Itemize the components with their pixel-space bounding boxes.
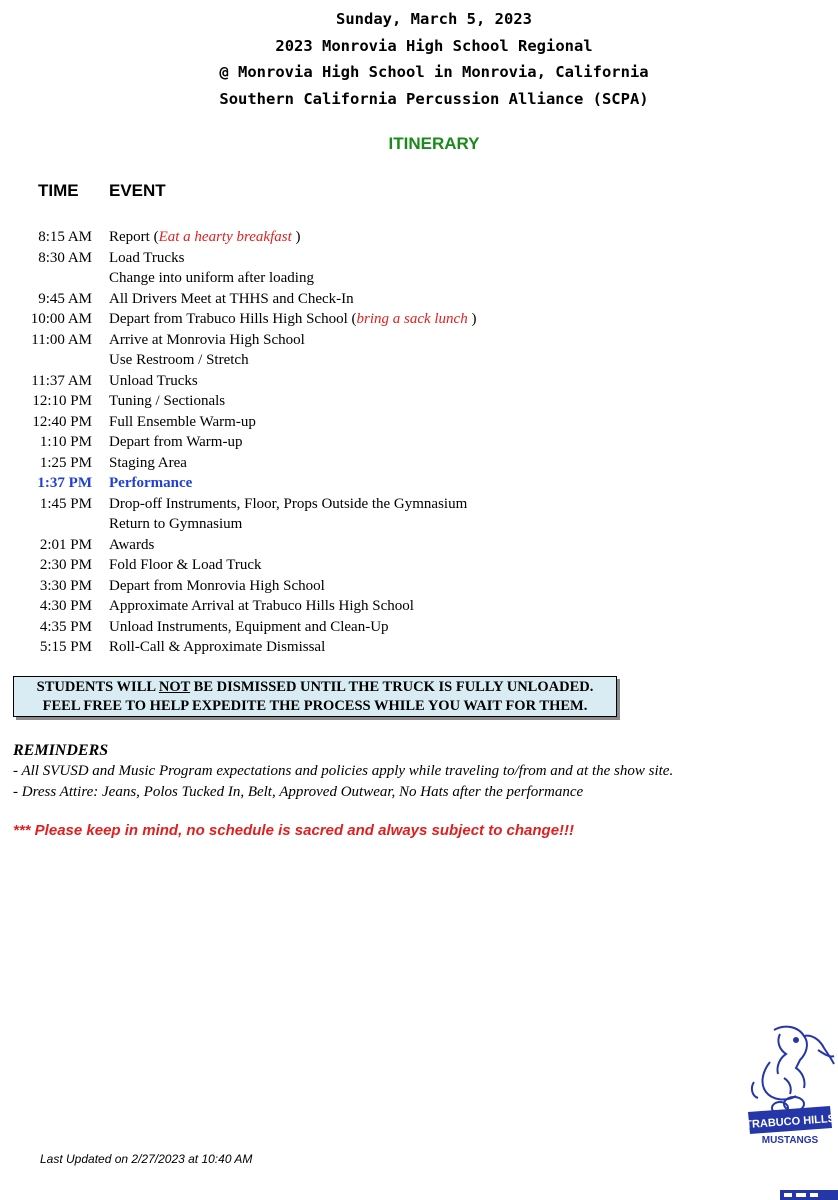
schedule-row	[0, 268, 838, 289]
schedule-event-text: Full Ensemble Warm-up	[109, 413, 256, 430]
schedule-row	[0, 617, 838, 638]
schedule-event-text: Performance	[109, 475, 193, 491]
schedule-note-suffix: )	[467, 311, 477, 327]
schedule-row	[0, 596, 838, 617]
schedule-event	[109, 617, 389, 638]
event-date: Sunday, March 5, 2023	[336, 10, 532, 28]
schedule-time: 8:15 AM	[38, 229, 92, 245]
schedule-event-text: Use Restroom / Stretch	[109, 352, 249, 368]
schedule-event	[109, 309, 476, 330]
schedule-row	[0, 371, 838, 392]
schedule-time: 10:00 AM	[30, 311, 92, 327]
schedule-event-text: Roll-Call & Approximate Dismissal	[109, 639, 326, 655]
schedule-event-text: Change into uniform after loading	[109, 270, 314, 286]
schedule-event-text: Depart from Monrovia High School	[109, 577, 325, 594]
warning-emphasis: NOT	[158, 679, 191, 695]
itinerary-title: ITINERARY	[388, 134, 480, 153]
reminders-title: REMINDERS	[13, 742, 109, 759]
schedule-note: Eat a hearty breakfast	[158, 229, 292, 245]
event-name: 2023 Monrovia High School Regional	[275, 36, 593, 55]
schedule-time: 8:30 AM	[38, 249, 92, 266]
schedule-event	[109, 350, 249, 371]
schedule-row	[0, 555, 838, 576]
schedule-event-text: Depart from Trabuco Hills High School (	[109, 311, 357, 327]
schedule-event-text: Load Trucks	[109, 249, 185, 266]
schedule-row	[0, 289, 838, 310]
time-column-header: TIME	[38, 181, 79, 200]
schedule-event	[109, 391, 225, 412]
schedule-row	[0, 350, 838, 371]
schedule-row	[0, 330, 838, 351]
schedule-change-note: *** Please keep in mind, no schedule is sacred and always subject to change!!!	[13, 822, 575, 839]
schedule-time: 12:10 PM	[32, 393, 92, 409]
schedule-row	[0, 432, 838, 453]
warning-line-2: FEEL FREE TO HELP EXPEDITE THE PROCESS WHILE YOU WAIT FOR THEM.	[42, 698, 588, 714]
schedule-event-text: Staging Area	[109, 454, 187, 471]
schedule-row	[0, 453, 838, 474]
logo-partial-icon	[780, 1188, 838, 1200]
schedule-time: 5:15 PM	[39, 639, 92, 655]
schedule-event	[109, 289, 354, 310]
schedule-time: 1:10 PM	[39, 434, 92, 450]
schedule-event	[109, 371, 198, 392]
schedule-row	[0, 576, 838, 597]
schedule-event	[109, 576, 325, 597]
schedule-row	[0, 412, 838, 433]
schedule-time: 4:35 PM	[39, 618, 92, 635]
schedule-row	[0, 227, 838, 248]
schedule-event	[109, 596, 414, 617]
schedule-row	[0, 637, 838, 658]
schedule-time: 9:45 AM	[38, 290, 92, 307]
schedule-row	[0, 309, 838, 330]
schedule-event	[109, 268, 314, 289]
logo-mascot-name: MUSTANGS	[761, 1135, 819, 1146]
schedule-note: bring a sack lunch	[356, 311, 468, 327]
schedule-event-text: Fold Floor & Load Truck	[109, 557, 262, 573]
schedule-event-text: Depart from Warm-up	[109, 434, 243, 450]
schedule-row	[0, 514, 838, 535]
schedule-row	[0, 535, 838, 556]
schedule-time: 11:37 AM	[31, 372, 92, 389]
schedule-row	[0, 248, 838, 269]
schedule-event-text: Awards	[109, 536, 155, 553]
document-header	[0, 6, 838, 112]
schedule-event-text: Approximate Arrival at Trabuco Hills High School	[109, 598, 414, 614]
schedule-note-suffix: )	[291, 229, 301, 245]
schedule-event	[109, 494, 467, 515]
schedule-event	[109, 330, 305, 351]
schedule-time: 1:25 PM	[39, 454, 92, 471]
schedule-event	[109, 248, 184, 269]
mustangs-logo-icon	[740, 1022, 836, 1148]
schedule-event	[109, 412, 256, 433]
schedule-event	[109, 227, 301, 248]
schedule-event	[109, 514, 242, 535]
schedule-time: 2:30 PM	[39, 557, 92, 573]
schedule-event	[109, 432, 242, 453]
schedule-time: 12:40 PM	[32, 413, 92, 430]
schedule-event	[109, 453, 187, 474]
reminder-item: - All SVUSD and Music Program expectations and policies apply while traveling to/from and at the show site.	[13, 763, 674, 779]
schedule-event-text: Unload Instruments, Equipment and Clean-Up	[109, 618, 389, 635]
schedule-time: 1:45 PM	[39, 495, 92, 512]
event-location: @ Monrovia High School in Monrovia, California	[219, 63, 649, 81]
reminders-section	[13, 740, 673, 803]
last-updated-footer: Last Updated on 2/27/2023 at 10:40 AM	[40, 1152, 253, 1166]
schedule-time: 2:01 PM	[39, 536, 92, 553]
schedule-event-text: Unload Trucks	[109, 372, 198, 389]
event-organizer: Southern California Percussion Alliance (SCPA)	[219, 89, 649, 108]
dismissal-warning-box	[13, 676, 617, 717]
schedule-event	[109, 535, 154, 556]
schedule-event-text: Drop-off Instruments, Floor, Props Outside the Gymnasium	[109, 495, 468, 512]
schedule-event-text: All Drivers Meet at THHS and Check-In	[109, 290, 354, 307]
logo-school-name: TRABUCO HILLS	[744, 1112, 836, 1132]
schedule-time: 4:30 PM	[39, 598, 92, 614]
schedule-event-text: Return to Gymnasium	[109, 516, 243, 532]
schedule-time: 3:30 PM	[39, 577, 92, 594]
schedule-event-text: Report (	[109, 229, 159, 245]
schedule-event-text: Arrive at Monrovia High School	[109, 331, 305, 348]
warning-line-1: STUDENTS WILL NOT BE DISMISSED UNTIL THE TRUCK IS FULLY UNLOADED.	[36, 679, 594, 695]
reminder-item: - Dress Attire: Jeans, Polos Tucked In, Belt, Approved Outwear, No Hats after the performance	[13, 784, 584, 800]
schedule-list	[0, 227, 838, 658]
schedule-event-text: Tuning / Sectionals	[109, 393, 226, 409]
schedule-time: 11:00 AM	[31, 331, 92, 348]
event-column-header: EVENT	[109, 181, 166, 200]
schedule-time: 1:37 PM	[37, 475, 92, 491]
schedule-row	[0, 391, 838, 412]
schedule-event	[109, 637, 325, 658]
schedule-row-highlighted	[0, 473, 838, 494]
schedule-event	[109, 555, 262, 576]
schedule-row	[0, 494, 838, 515]
schedule-event	[109, 473, 192, 494]
